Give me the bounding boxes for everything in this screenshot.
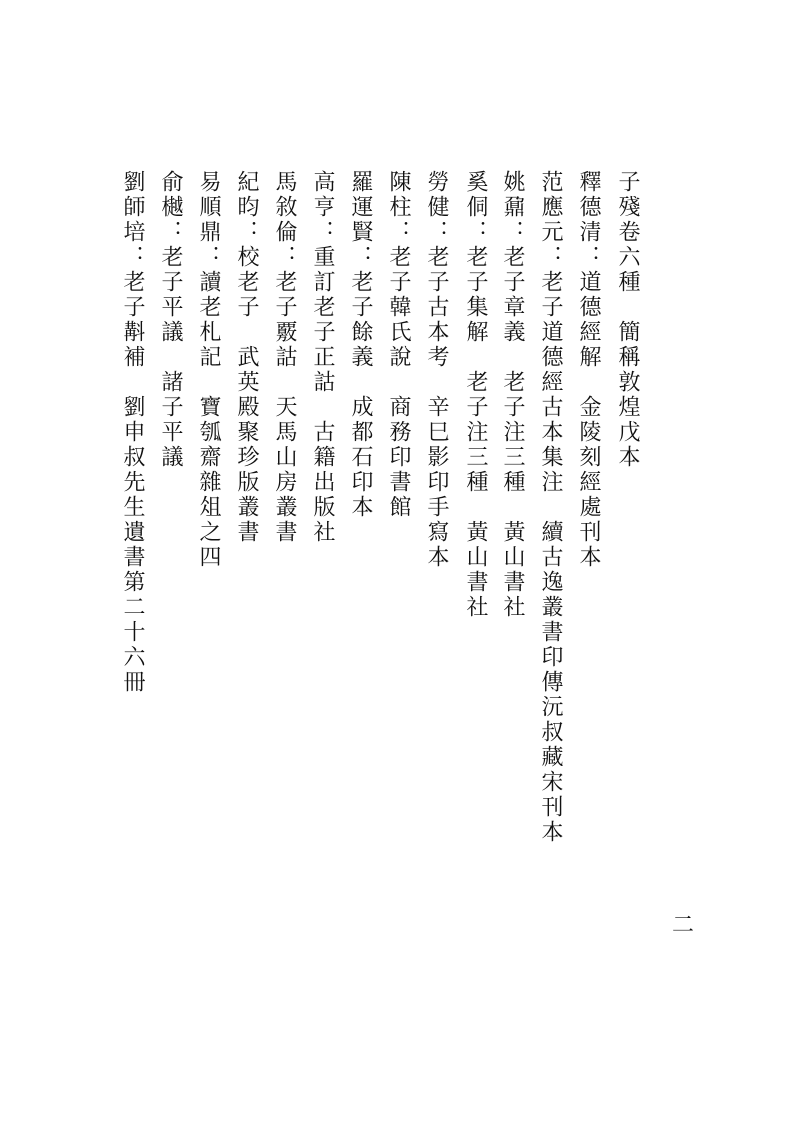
text-column-8: 羅運賢：老子餘義 成都石印本 (348, 170, 373, 520)
text-column-2: 釋德清：道德經解 金陵刻經處刊本 (576, 170, 601, 570)
text-column-4: 姚鼐：老子章義 老子注三種 黃山書社 (500, 170, 525, 620)
page-number: 二 (672, 913, 695, 938)
text-column-9: 高亨：重訂老子正詁 古籍出版社 (310, 170, 335, 545)
text-column-3: 范應元：老子道德經古本集注 續古逸叢書印傳沅叔藏宋刊本 (538, 170, 563, 845)
text-column-6: 勞健：老子古本考 辛巳影印手寫本 (424, 170, 449, 570)
text-column-13: 俞樾：老子平議 諸子平議 (158, 170, 183, 470)
text-column-1: 子殘卷六種 簡稱敦煌戊本 (615, 170, 640, 470)
text-column-12: 易順鼎：讀老札記 寶瓠齋雜俎之四 (196, 170, 221, 570)
text-column-14: 劉師培：老子斠補 劉申叔先生遺書第二十六冊 (120, 170, 145, 695)
text-column-7: 陳柱：老子韓氏說 商務印書館 (386, 170, 411, 520)
text-column-5: 奚侗：老子集解 老子注三種 黃山書社 (463, 170, 488, 620)
text-column-11: 紀昀：校老子 武英殿聚珍版叢書 (234, 170, 259, 545)
text-column-10: 馬敘倫：老子覈詁 天馬山房叢書 (272, 170, 297, 545)
